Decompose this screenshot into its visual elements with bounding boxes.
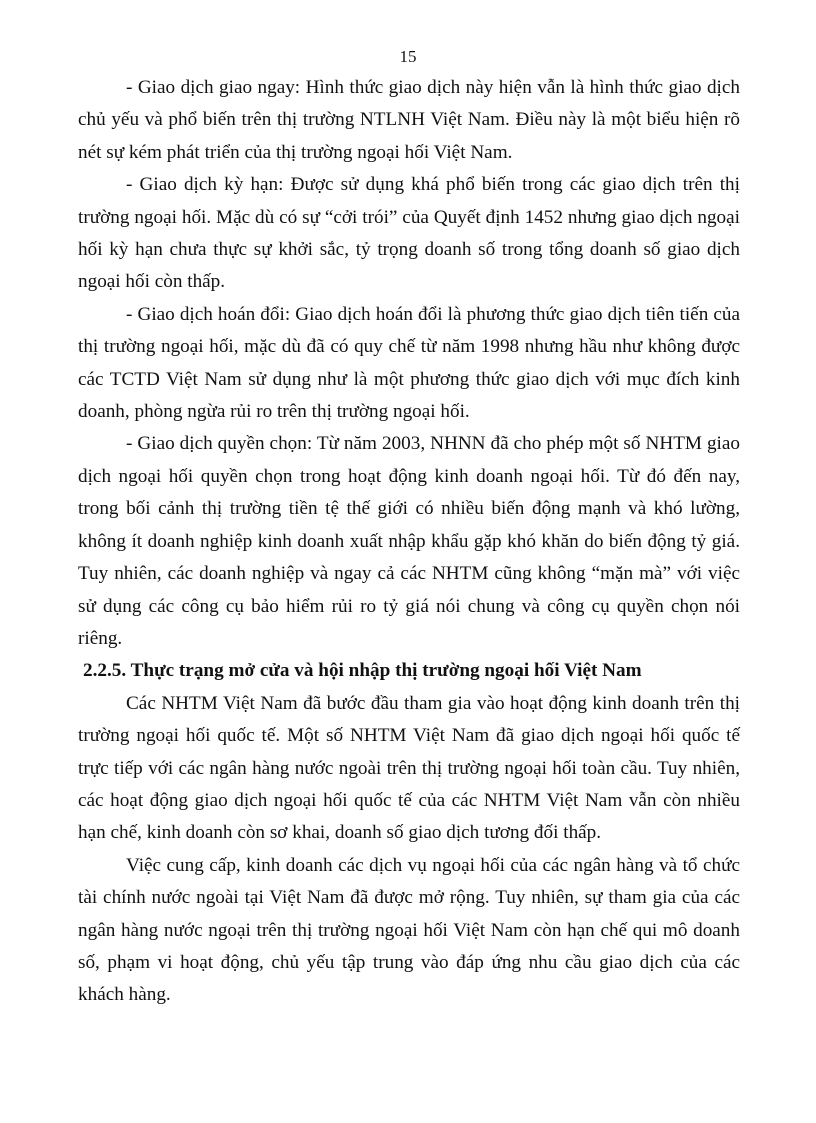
paragraph-spot-transactions: - Giao dịch giao ngay: Hình thức giao dịch này hiện vẫn là hình thức giao dịch chủ yếu và phổ biến trên thị trường NTLNH Việt Nam. Điều này là một biểu hiện rõ nét sự kém phát triển của thị trường ngoại hối Việt Nam. [78,77,740,163]
paragraph-international-participation: Các NHTM Việt Nam đã bước đầu tham gia vào hoạt động kinh doanh trên thị trường ngoại hối quốc tế. Một số NHTM Việt Nam đã giao dịch ngoại hối quốc tế trực tiếp với các ngân hàng nước ngoài trên thị trường ngoại hối toàn cầu. Tuy nhiên, các hoạt động giao dịch ngoại hối quốc tế của các NHTM Việt Nam vẫn còn nhiều hạn chế, kinh doanh còn sơ khai, doanh số giao dịch tương đối thấp. [78,692,740,844]
page-content [78,72,740,1012]
paragraph-swap-transactions: - Giao dịch hoán đổi: Giao dịch hoán đổi là phương thức giao dịch tiên tiến của thị trường ngoại hối, mặc dù đã có quy chế từ năm 1998 nhưng hầu như không được các TCTD Việt Nam sử dụng như là một phương thức giao dịch với mục đích kinh doanh, phòng ngừa rủi ro trên thị trường ngoại hối. [78,303,740,423]
paragraph-forward-transactions: - Giao dịch kỳ hạn: Được sử dụng khá phổ biến trong các giao dịch trên thị trường ngoại hối. Mặc dù có sự “cởi trói” của Quyết định 1452 nhưng giao dịch ngoại hối kỳ hạn chưa thực sự khởi sắc, tỷ trọng doanh số trong tổng doanh số giao dịch ngoại hối còn thấp. [78,174,740,293]
section-heading: 2.2.5. Thực trạng mở cửa và hội nhập thị trường ngoại hối Việt Nam [83,660,642,682]
paragraph-option-transactions: - Giao dịch quyền chọn: Từ năm 2003, NHNN đã cho phép một số NHTM giao dịch ngoại hối quyền chọn trong hoạt động kinh doanh ngoại hối. Từ đó đến nay, trong bối cảnh thị trường tiền tệ thế giới có nhiều biến động mạnh và khó lường, không ít doanh nghiệp kinh doanh xuất nhập khẩu gặp khó khăn do biến động tỷ giá. Tuy nhiên, các doanh nghiệp và ngay cả các NHTM cũng không “mặn mà” với việc sử dụng các công cụ bảo hiểm rủi ro tỷ giá nói chung và công cụ quyền chọn nói riêng. [78,433,740,649]
paragraph-foreign-banks: Việc cung cấp, kinh doanh các dịch vụ ngoại hối của các ngân hàng và tổ chức tài chính nước ngoài tại Việt Nam đã được mở rộng. Tuy nhiên, sự tham gia của các ngân hàng nước ngoại trên thị trường ngoại hối Việt Nam còn hạn chế qui mô doanh số, phạm vi hoạt động, chủ yếu tập trung vào đáp ứng nhu cầu giao dịch của các khách hàng. [78,854,740,1006]
page-number: 15 [399,47,417,66]
